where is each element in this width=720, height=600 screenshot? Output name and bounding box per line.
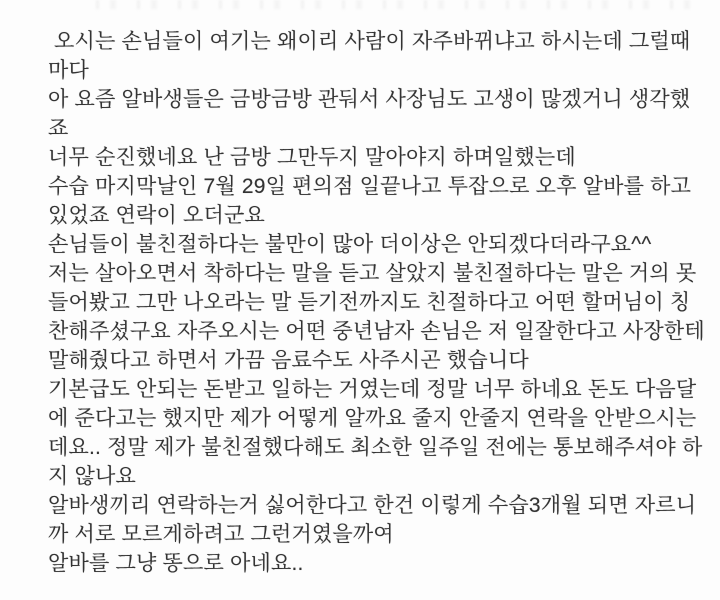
post-line: 지 않나요 [48, 465, 136, 488]
post-line: 말해줬다고 하면서 가끔 음료수도 사주시곤 했습니다 [48, 349, 529, 372]
post-line: 데요.. 정말 제가 불친절했다해도 최소한 일주일 전에는 통보해주셔야 하 [48, 436, 703, 459]
post-line: 죠 [48, 117, 69, 140]
post-line: 마다 [48, 59, 89, 82]
post-line: 아 요즘 알바생들은 금방금방 관둬서 사장님도 고생이 많겠거니 생각했 [48, 88, 691, 111]
post-line: 손님들이 불친절하다는 불만이 많아 더이상은 안되겠다더라구요^^ [48, 233, 652, 256]
post-line: 오시는 손님들이 여기는 왜이리 사람이 자주바뀌냐고 하시는데 그럴때 [48, 30, 691, 53]
post-line: 저는 살아오면서 착하다는 말을 듣고 살았지 불친절하다는 말은 거의 못 [48, 262, 697, 285]
post-line: 찬해주셨구요 자주오시는 어떤 중년남자 손님은 저 일잘한다고 사장한테 [48, 320, 705, 343]
post-line: 까 서로 모르게하려고 그런거였을까여 [48, 523, 394, 546]
post-line: 들어봤고 그만 나오라는 말 듣기전까지도 친절하다고 어떤 할머님이 칭 [48, 291, 691, 314]
post-line: 기본급도 안되는 돈받고 일하는 거였는데 정말 너무 하네요 돈도 다음달 [48, 378, 697, 401]
post-line: 있었죠 연락이 오더군요 [48, 204, 265, 227]
post-line: 알바생끼리 연락하는거 싫어한다고 한건 이렇게 수습3개월 되면 자르니 [48, 494, 697, 517]
post-line: 알바를 그냥 똥으로 아네요.. [48, 552, 304, 575]
post-line: 너무 순진했네요 난 금방 그만두지 말아야지 하며일했는데 [48, 146, 576, 169]
clipped-text-remnant [96, 0, 696, 9]
post-line: 수습 마지막날인 7월 29일 편의점 일끝나고 투잡으로 오후 알바를 하고 [48, 175, 692, 198]
post-line: 에 준다고는 했지만 제가 어떻게 알까요 줄지 안줄지 연락을 안받으시는 [48, 407, 697, 430]
post-body [48, 27, 705, 578]
